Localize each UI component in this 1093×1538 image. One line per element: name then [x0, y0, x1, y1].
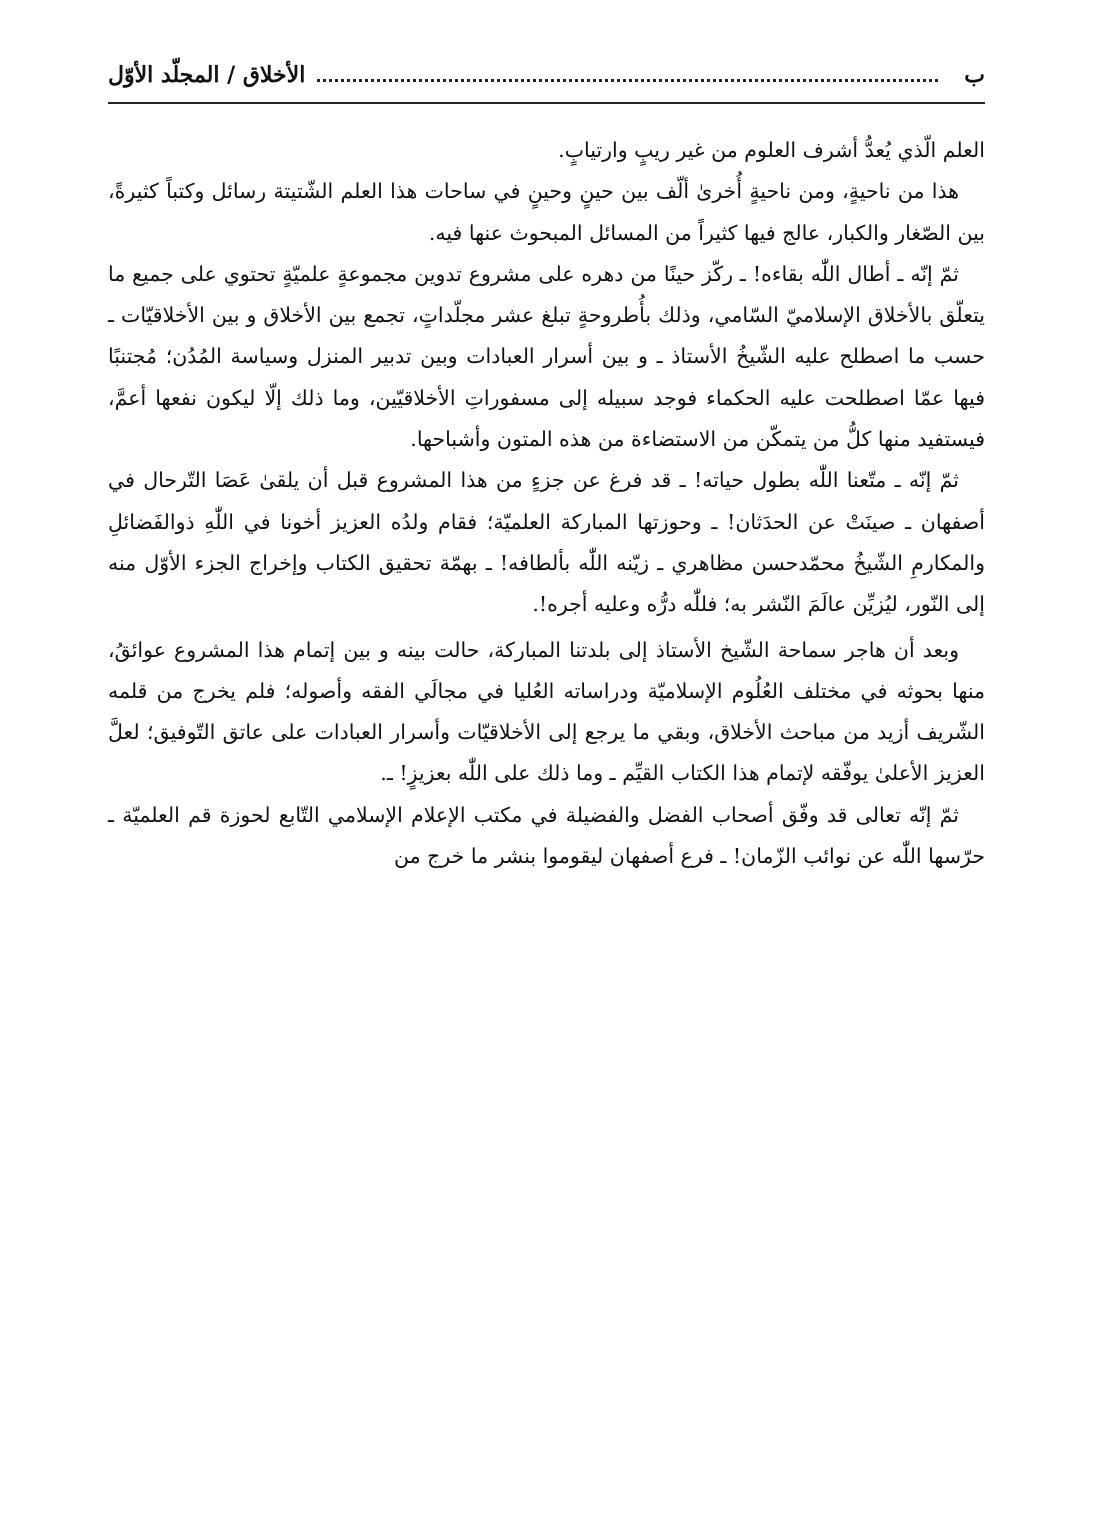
- body-text: [108, 130, 985, 877]
- paragraph: العلم الّذي يُعدُّ أشرف العلوم من غير ريبٍ وارتيابٍ.: [558, 138, 985, 162]
- page-number: ب: [964, 62, 985, 88]
- running-title: الأخلاق / المجلّد الأوّل: [108, 62, 306, 88]
- header-leader-dots: [317, 79, 938, 82]
- paragraph: ثمّ إنّه ـ أطال اللّٰه بقاءه! ـ ركّز حينًا من دهره على مشروع تدوين مجموعةٍ علميّةٍ تحتوي على جميع ما يتعلّق بالأخلاق الإسلاميّ السّامي، وذلك بأُطروحةٍ تبلغ عشر مجلّداتٍ، تجمع بين الأخلاق و بين الأخلاقيّات ـ حسب ما اصطلح عليه الشّيخُ الأستاذ ـ و بين أسرار العبادات وبين تدبير المنزل وسياسة المُدُن؛ مُجتنبًا فيها عمّا اصطلحت عليه الحكماء فوجد سبيله إلى مسفوراتِ الأخلاقيّين، وما ذلك إلّا ليكون نفعها أعمَّ، فيستفيد منها كلُّ من يتمكّن من الاستضاءة من هذه المتون وأشباحها.: [108, 261, 985, 452]
- running-header: [108, 52, 985, 98]
- paragraph: هذا من ناحيةٍ، ومن ناحيةٍ أُخرىٰ ألّف بين حينٍ وحينٍ في ساحات هذا العلم الشّتيتة رسائل وكتباً كثيرةً، بين الصّغار والكبار، عالج فيها كثيراً من المسائل المبحوث عنها فيه.: [108, 179, 985, 245]
- paragraph: وبعد أن هاجر سماحة الشّيخ الأستاذ إلى بلدتنا المباركة، حالت بينه و بين إتمام هذا المشروع عوائقُ، منها بحوثه في مختلف العُلُوم الإسلاميّة ودراساته العُليا في مجالَي الفقه وأصوله؛ فلم يخرج من قلمه الشّريف أزيد من مباحث الأخلاق، وبقي ما يرجع إلى الأخلاقيّات وأسرار العبادات على عاتق التّوفيق؛ لعلَّ العزيز الأعلىٰ يوفّقه لإتمام هذا الكتاب القيِّم ـ وما ذلك على اللّٰه بعزيزٍ! ـ.: [108, 637, 985, 786]
- paragraph: ثمّ إنّه تعالى قد وفّق أصحاب الفضل والفضيلة في مكتب الإعلام الإسلامي التّابع لحوزة قم العلميّة ـ حرّسها اللّٰه عن نوائب الزّمان! ـ فرع أصفهان ليقوموا بنشر ما خرج من: [108, 802, 985, 869]
- header-rule: [108, 102, 985, 104]
- paragraph: ثمّ إنّه ـ متّعنا اللّٰه بطول حياته! ـ قد فرغ عن جزءٍ من هذا المشروع قبل أن يلقىٰ عَصَا التّرحال في أصفهان ـ صينَتْ عن الحدَثان! ـ وحوزتها المباركة العلميّة؛ فقام ولدُه العزيز أخونا في اللّٰهِ ذوالفَضائلِ والمكارمِ الشّيخُ محمّدحسن مظاهري ـ زيّنه اللّٰه بألطافه! ـ بهمّة تحقيق الكتاب وإخراج الجزء الأوّل منه إلى النّور، ليُزيِّن عالَمَ النّشر به؛ فللّٰه درُّه وعليه أجره!.: [108, 468, 985, 617]
